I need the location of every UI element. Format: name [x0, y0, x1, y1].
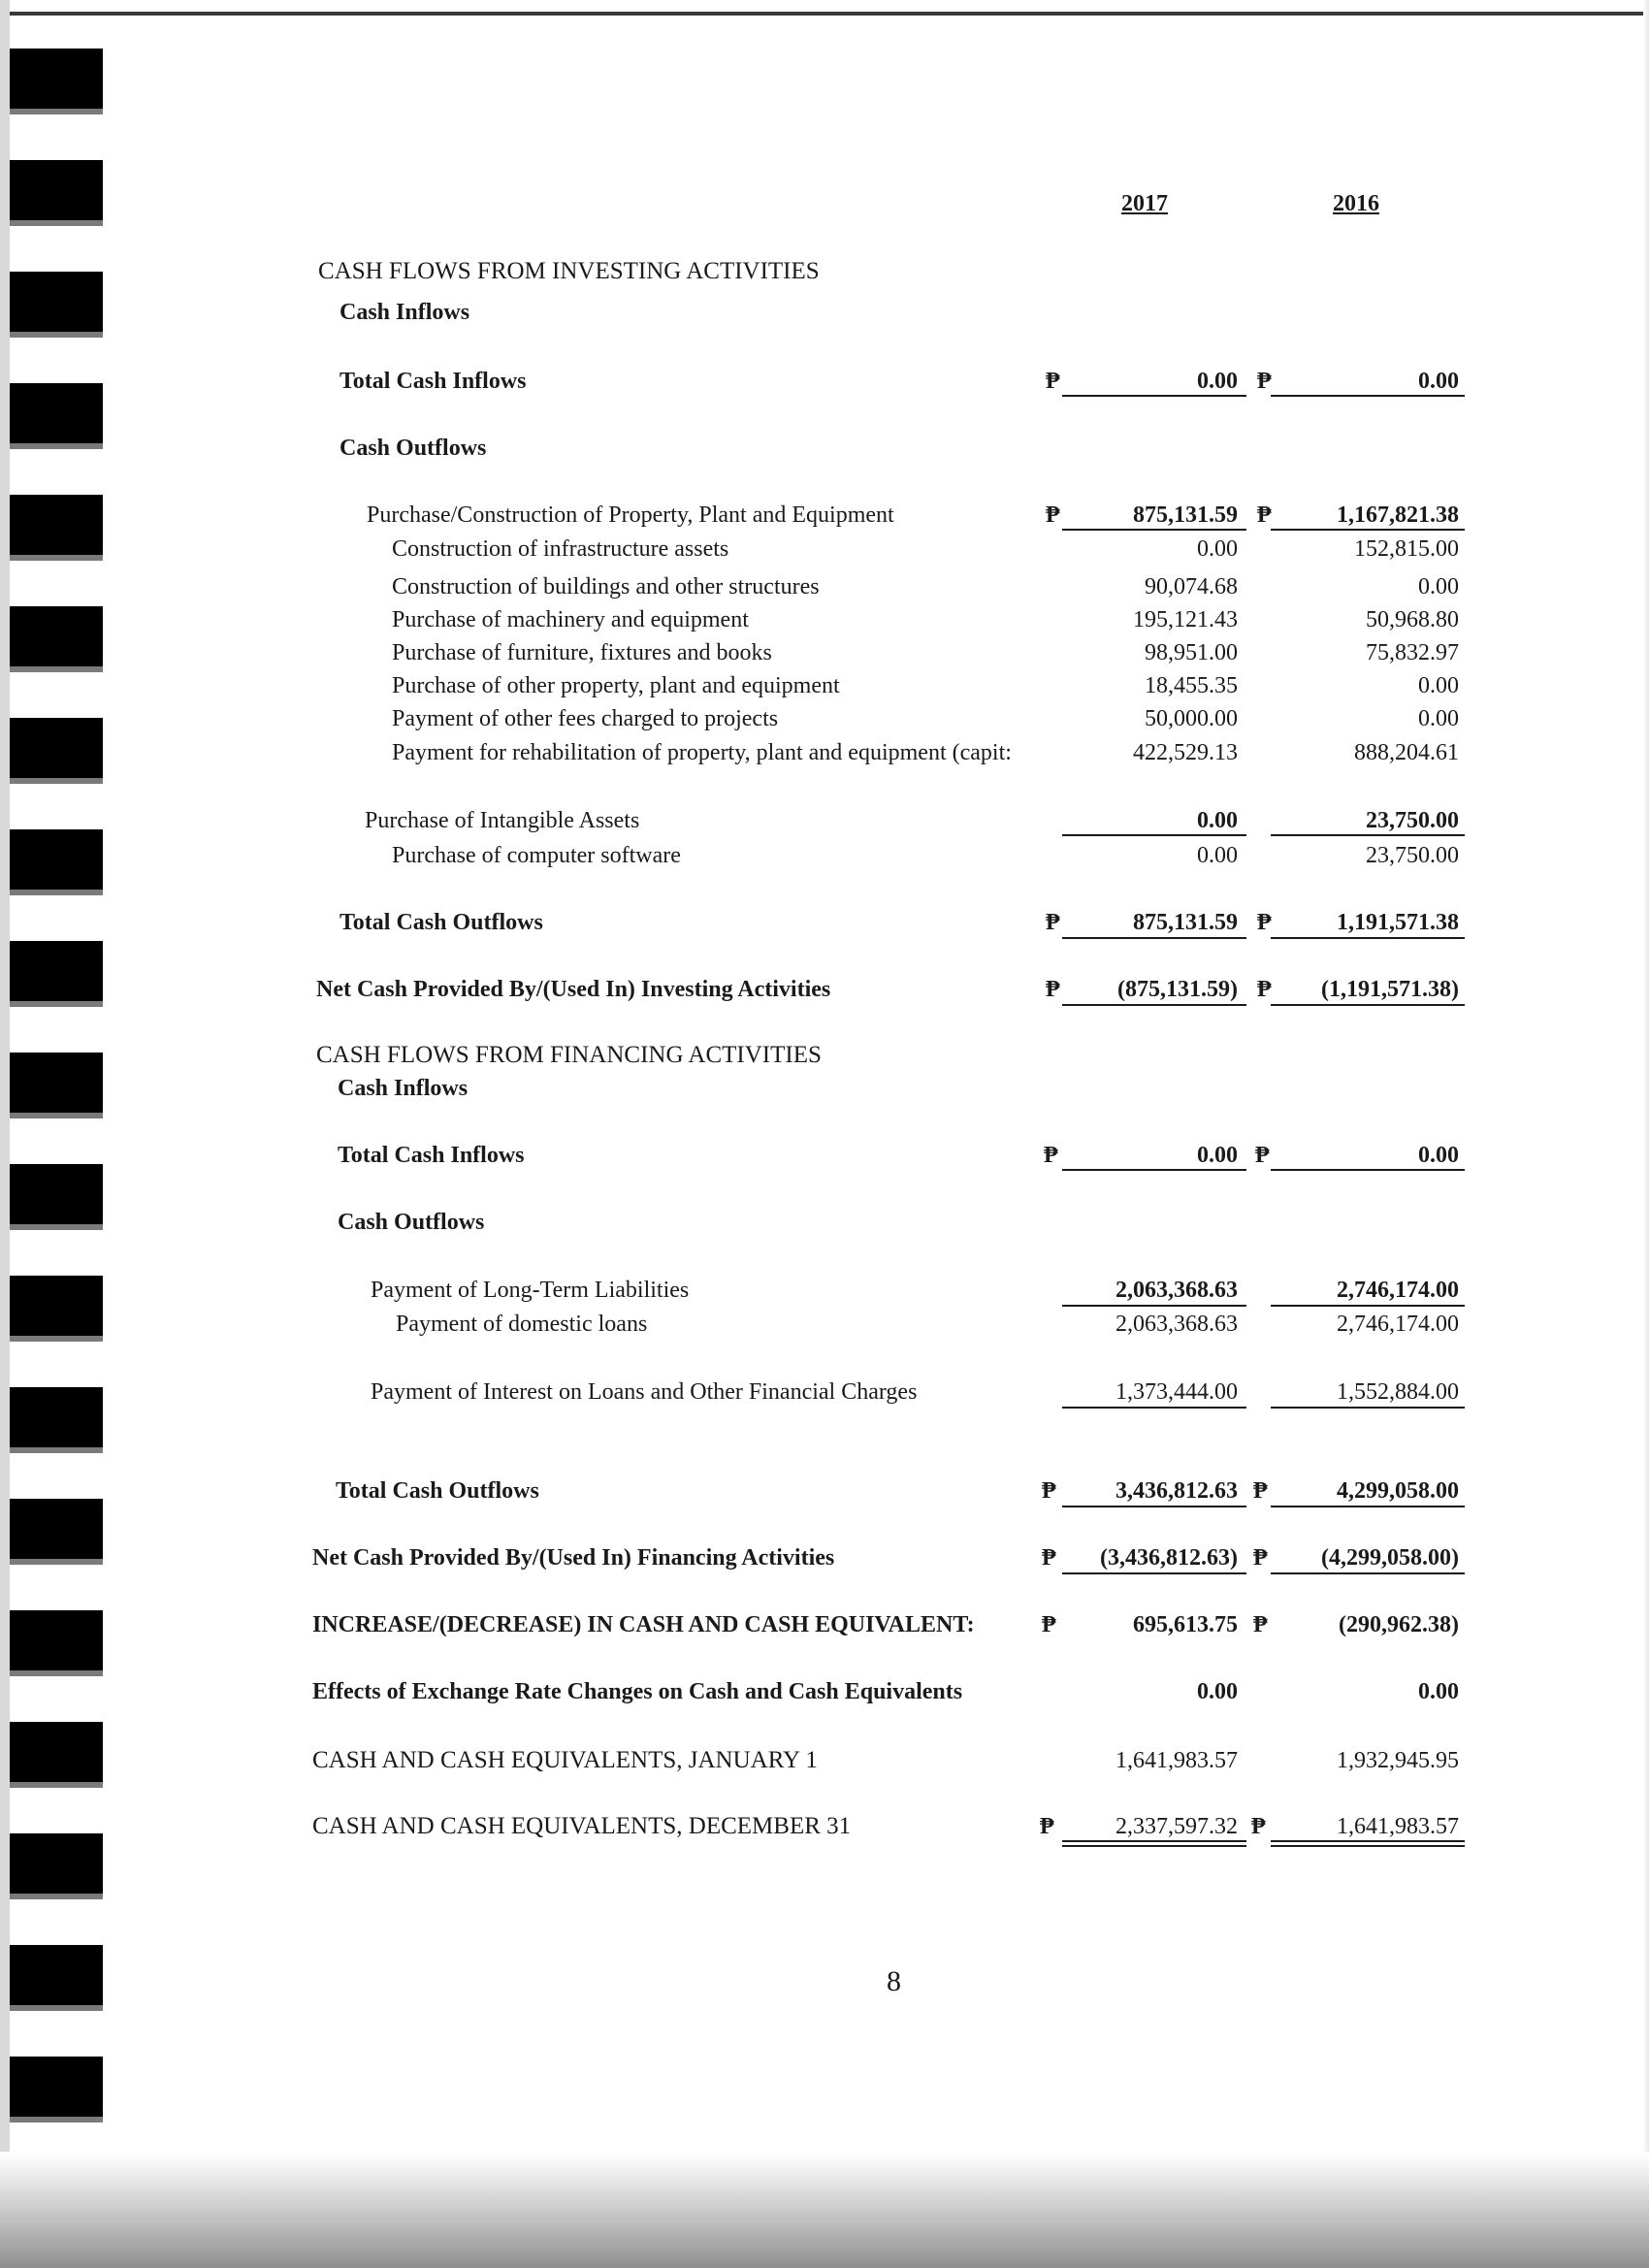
- long-term-item-label: Payment of domestic loans: [396, 1312, 648, 1337]
- binding-tab: [10, 49, 103, 109]
- intangible-label: Purchase of Intangible Assets: [365, 808, 640, 833]
- ppe-item-2016: 50,968.80: [1366, 607, 1459, 632]
- interest-label: Payment of Interest on Loans and Other Financial Charges: [371, 1379, 918, 1405]
- financing-total-inflows-2017: 0.00: [1197, 1143, 1238, 1168]
- intangible-item-2016: 23,750.00: [1366, 843, 1459, 868]
- scan-top-edge: [10, 12, 1649, 16]
- investing-total-inflows-label: Total Cash Inflows: [340, 369, 527, 394]
- investing-total-outflows-2017: 875,131.59: [1133, 910, 1238, 935]
- fx-effects-2017: 0.00: [1197, 1679, 1238, 1704]
- peso-sign: ₱: [1257, 977, 1272, 1002]
- peso-sign: ₱: [1042, 1478, 1056, 1504]
- ppe-item-label: Construction of buildings and other structures: [392, 574, 820, 599]
- cash-jan1-label: CASH AND CASH EQUIVALENTS, JANUARY 1: [312, 1747, 818, 1773]
- underline: [1062, 937, 1246, 939]
- investing-net-2017: (875,131.59): [1117, 977, 1238, 1002]
- financing-total-inflows-2016: 0.00: [1418, 1143, 1459, 1168]
- investing-net-label: Net Cash Provided By/(Used In) Investing Activities: [316, 977, 831, 1002]
- underline: [1062, 1407, 1246, 1409]
- binding-tab: [10, 606, 103, 666]
- ppe-item-2016: 152,815.00: [1354, 536, 1459, 562]
- intangible-2016: 23,750.00: [1366, 808, 1459, 833]
- underline: [1062, 1305, 1246, 1307]
- ppe-item-2017: 18,455.35: [1145, 673, 1238, 698]
- intangible-2017: 0.00: [1197, 808, 1238, 833]
- underline: [1271, 529, 1465, 531]
- binding-tab: [10, 1499, 103, 1559]
- binding-strip: [0, 0, 10, 2268]
- financing-outflows-label: Cash Outflows: [338, 1210, 485, 1235]
- scan-bottom-shadow: [0, 2152, 1649, 2268]
- peso-sign: ₱: [1040, 1814, 1054, 1839]
- underline: [1062, 1004, 1246, 1006]
- ppe-item-2017: 98,951.00: [1145, 640, 1238, 665]
- binding-tab: [10, 829, 103, 890]
- increase-2016: (290,962.38): [1339, 1612, 1459, 1637]
- long-term-2016: 2,746,174.00: [1337, 1278, 1459, 1303]
- investing-total-outflows-label: Total Cash Outflows: [340, 910, 543, 935]
- peso-sign: ₱: [1253, 1612, 1268, 1637]
- investing-net-2016: (1,191,571.38): [1321, 977, 1459, 1002]
- underline: [1062, 834, 1246, 836]
- underline: [1062, 529, 1246, 531]
- underline: [1062, 1169, 1246, 1171]
- peso-sign: ₱: [1046, 502, 1060, 528]
- peso-sign: ₱: [1253, 1478, 1268, 1504]
- underline: [1271, 1572, 1465, 1574]
- financing-net-2017: (3,436,812.63): [1100, 1545, 1238, 1571]
- fx-effects-label: Effects of Exchange Rate Changes on Cash and Cash Equivalents: [312, 1679, 963, 1704]
- cash-dec31-2017: 2,337,597.32: [1116, 1814, 1238, 1839]
- binding-tab: [10, 1610, 103, 1670]
- interest-2016: 1,552,884.00: [1337, 1379, 1459, 1405]
- peso-sign: ₱: [1044, 1143, 1058, 1168]
- financing-total-outflows-2016: 4,299,058.00: [1337, 1478, 1459, 1504]
- binding-tab: [10, 160, 103, 220]
- double-underline: [1062, 1840, 1246, 1842]
- underline: [1271, 1407, 1465, 1409]
- financing-inflows-label: Cash Inflows: [338, 1076, 469, 1101]
- underline: [1062, 1506, 1246, 1507]
- binding-tab: [10, 2057, 103, 2117]
- peso-sign: ₱: [1253, 1545, 1268, 1571]
- increase-label: INCREASE/(DECREASE) IN CASH AND CASH EQUIVALENT:: [312, 1612, 975, 1637]
- column-header-2017: 2017: [1121, 191, 1168, 216]
- peso-sign: ₱: [1255, 1143, 1270, 1168]
- binding-tab: [10, 1276, 103, 1336]
- ppe-item-2016: 75,832.97: [1366, 640, 1459, 665]
- underline: [1271, 1506, 1465, 1507]
- ppe-item-2016: 0.00: [1418, 574, 1459, 599]
- investing-total-inflows-2017: 0.00: [1197, 369, 1238, 394]
- financing-total-outflows-2017: 3,436,812.63: [1116, 1478, 1238, 1504]
- ppe-item-2016: 888,204.61: [1354, 740, 1459, 765]
- binding-tab: [10, 1722, 103, 1782]
- binding-tab: [10, 383, 103, 443]
- binding-tab: [10, 1164, 103, 1224]
- binding-tab: [10, 1833, 103, 1894]
- peso-sign: ₱: [1251, 1814, 1266, 1839]
- binding-tab: [10, 1945, 103, 2005]
- peso-sign: ₱: [1257, 502, 1272, 528]
- long-term-item-2016: 2,746,174.00: [1337, 1312, 1459, 1337]
- investing-total-outflows-2016: 1,191,571.38: [1337, 910, 1459, 935]
- ppe-item-label: Payment for rehabilitation of property, plant and equipment (capit:: [392, 740, 1012, 765]
- binding-tab: [10, 941, 103, 1001]
- financing-total-outflows-label: Total Cash Outflows: [336, 1478, 539, 1504]
- underline: [1271, 937, 1465, 939]
- ppe-item-2017: 422,529.13: [1133, 740, 1238, 765]
- underline: [1062, 1572, 1246, 1574]
- ppe-item-2016: 0.00: [1418, 706, 1459, 731]
- binding-tab: [10, 1053, 103, 1113]
- ppe-label: Purchase/Construction of Property, Plant and Equipment: [367, 502, 894, 528]
- interest-2017: 1,373,444.00: [1116, 1379, 1238, 1405]
- page-number: 8: [887, 1965, 901, 1997]
- peso-sign: ₱: [1046, 977, 1060, 1002]
- long-term-2017: 2,063,368.63: [1116, 1278, 1238, 1303]
- underline: [1271, 834, 1465, 836]
- intangible-item-2017: 0.00: [1197, 843, 1238, 868]
- ppe-2016: 1,167,821.38: [1337, 502, 1459, 528]
- peso-sign: ₱: [1046, 910, 1060, 935]
- financing-heading: CASH FLOWS FROM FINANCING ACTIVITIES: [316, 1042, 822, 1068]
- double-underline: [1062, 1845, 1246, 1847]
- ppe-item-label: Construction of infrastructure assets: [392, 536, 729, 562]
- cash-jan1-2016: 1,932,945.95: [1337, 1748, 1459, 1773]
- peso-sign: ₱: [1042, 1612, 1056, 1637]
- peso-sign: ₱: [1042, 1545, 1056, 1571]
- binding-tab: [10, 1387, 103, 1447]
- ppe-item-2017: 50,000.00: [1145, 706, 1238, 731]
- binding-tab: [10, 272, 103, 332]
- double-underline: [1271, 1840, 1465, 1842]
- underline: [1062, 395, 1246, 397]
- investing-outflows-label: Cash Outflows: [340, 436, 487, 461]
- cash-dec31-label: CASH AND CASH EQUIVALENTS, DECEMBER 31: [312, 1813, 852, 1839]
- ppe-item-label: Payment of other fees charged to projects: [392, 706, 779, 731]
- ppe-2017: 875,131.59: [1133, 502, 1238, 528]
- ppe-item-2017: 90,074.68: [1145, 574, 1238, 599]
- underline: [1271, 1169, 1465, 1171]
- investing-inflows-label: Cash Inflows: [340, 300, 470, 325]
- ppe-item-label: Purchase of machinery and equipment: [392, 607, 749, 632]
- peso-sign: ₱: [1257, 910, 1272, 935]
- financing-net-label: Net Cash Provided By/(Used In) Financing Activities: [312, 1545, 835, 1571]
- ppe-item-label: Purchase of other property, plant and equipment: [392, 673, 840, 698]
- investing-heading: CASH FLOWS FROM INVESTING ACTIVITIES: [318, 258, 820, 284]
- investing-total-inflows-2016: 0.00: [1418, 369, 1459, 394]
- underline: [1271, 1305, 1465, 1307]
- double-underline: [1271, 1845, 1465, 1847]
- financing-total-inflows-label: Total Cash Inflows: [338, 1143, 525, 1168]
- ppe-item-2017: 195,121.43: [1133, 607, 1238, 632]
- long-term-item-2017: 2,063,368.63: [1116, 1312, 1238, 1337]
- ppe-item-label: Purchase of furniture, fixtures and books: [392, 640, 772, 665]
- underline: [1271, 395, 1465, 397]
- cash-dec31-2016: 1,641,983.57: [1337, 1814, 1459, 1839]
- column-header-2016: 2016: [1333, 191, 1379, 216]
- peso-sign: ₱: [1257, 369, 1272, 394]
- cash-jan1-2017: 1,641,983.57: [1116, 1748, 1238, 1773]
- binding-tab: [10, 495, 103, 555]
- underline: [1271, 1004, 1465, 1006]
- intangible-item-label: Purchase of computer software: [392, 843, 681, 868]
- long-term-label: Payment of Long-Term Liabilities: [371, 1278, 690, 1303]
- spiral-binding: [0, 0, 107, 2268]
- increase-2017: 695,613.75: [1133, 1612, 1238, 1637]
- peso-sign: ₱: [1046, 369, 1060, 394]
- binding-tab: [10, 718, 103, 778]
- financing-net-2016: (4,299,058.00): [1321, 1545, 1459, 1571]
- scan-right-edge: [1643, 0, 1649, 2268]
- ppe-item-2016: 0.00: [1418, 673, 1459, 698]
- fx-effects-2016: 0.00: [1418, 1679, 1459, 1704]
- ppe-item-2017: 0.00: [1197, 536, 1238, 562]
